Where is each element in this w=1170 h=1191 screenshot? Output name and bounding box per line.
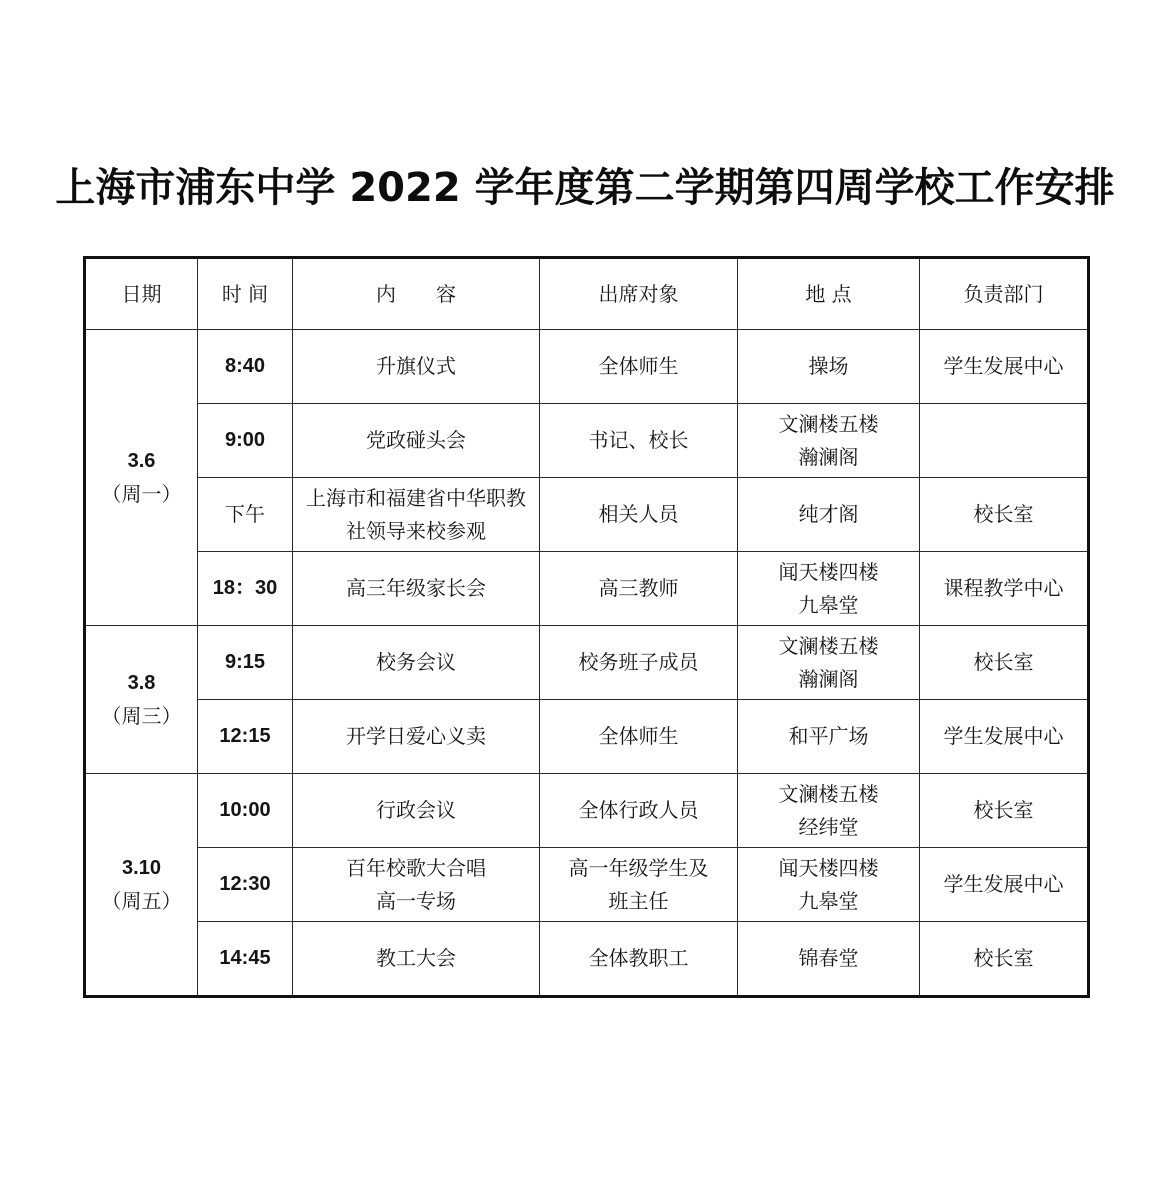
time-cell: 8:40 <box>198 330 293 404</box>
attendees-cell: 校务班子成员 <box>540 626 738 700</box>
table-row <box>85 330 1089 404</box>
location-cell: 锦春堂 <box>738 922 920 997</box>
department-cell <box>920 404 1089 478</box>
content-cell: 高三年级家长会 <box>293 552 540 626</box>
time-cell: 18：30 <box>198 552 293 626</box>
table-row <box>85 626 1089 700</box>
date-cell <box>85 774 198 997</box>
header-date: 日期 <box>85 258 198 330</box>
location-cell: 文澜楼五楼 瀚澜阁 <box>738 404 920 478</box>
content-cell: 校务会议 <box>293 626 540 700</box>
page-title: 上海市浦东中学 2022 学年度第二学期第四周学校工作安排 <box>55 165 1115 211</box>
table-row <box>85 552 1089 626</box>
department-cell: 校长室 <box>920 774 1089 848</box>
date-cell <box>85 626 198 774</box>
time-cell: 10:00 <box>198 774 293 848</box>
department-cell: 校长室 <box>920 626 1089 700</box>
header-time: 时 间 <box>198 258 293 330</box>
department-cell: 学生发展中心 <box>920 700 1089 774</box>
department-cell: 学生发展中心 <box>920 848 1089 922</box>
header-department: 负责部门 <box>920 258 1089 330</box>
table-row <box>85 404 1089 478</box>
attendees-cell: 高三教师 <box>540 552 738 626</box>
table-row <box>85 848 1089 922</box>
table-row <box>85 478 1089 552</box>
content-cell: 党政碰头会 <box>293 404 540 478</box>
attendees-cell: 高一年级学生及 班主任 <box>540 848 738 922</box>
weekday: （周一） <box>101 481 182 506</box>
attendees-cell: 全体教职工 <box>540 922 738 997</box>
department-cell: 学生发展中心 <box>920 330 1089 404</box>
time-cell: 9:15 <box>198 626 293 700</box>
location-cell: 纯才阁 <box>738 478 920 552</box>
time-cell: 下午 <box>198 478 293 552</box>
content-cell: 百年校歌大合唱 高一专场 <box>293 848 540 922</box>
attendees-cell: 全体师生 <box>540 330 738 404</box>
table-row <box>85 774 1089 848</box>
attendees-cell: 全体师生 <box>540 700 738 774</box>
time-cell: 14:45 <box>198 922 293 997</box>
schedule-table <box>83 256 1090 998</box>
time-cell: 12:30 <box>198 848 293 922</box>
content-cell: 行政会议 <box>293 774 540 848</box>
time-cell: 12:15 <box>198 700 293 774</box>
department-cell: 校长室 <box>920 478 1089 552</box>
header-attendees: 出席对象 <box>540 258 738 330</box>
location-cell: 闻天楼四楼 九皋堂 <box>738 552 920 626</box>
content-cell: 教工大会 <box>293 922 540 997</box>
header-location: 地 点 <box>738 258 920 330</box>
content-cell: 上海市和福建省中华职教 社领导来校参观 <box>293 478 540 552</box>
location-cell: 闻天楼四楼 九皋堂 <box>738 848 920 922</box>
date-number: 3.6 <box>127 449 156 472</box>
table-row <box>85 922 1089 997</box>
date-number: 3.10 <box>122 856 161 879</box>
attendees-cell: 相关人员 <box>540 478 738 552</box>
time-cell: 9:00 <box>198 404 293 478</box>
header-row <box>85 258 1089 330</box>
attendees-cell: 书记、校长 <box>540 404 738 478</box>
header-content: 内 容 <box>293 258 540 330</box>
date-cell <box>85 330 198 626</box>
content-cell: 升旗仪式 <box>293 330 540 404</box>
content-cell: 开学日爱心义卖 <box>293 700 540 774</box>
department-cell: 校长室 <box>920 922 1089 997</box>
location-cell: 和平广场 <box>738 700 920 774</box>
location-cell: 文澜楼五楼 瀚澜阁 <box>738 626 920 700</box>
location-cell: 文澜楼五楼 经纬堂 <box>738 774 920 848</box>
table-row <box>85 700 1089 774</box>
attendees-cell: 全体行政人员 <box>540 774 738 848</box>
weekday: （周五） <box>101 888 182 913</box>
weekday: （周三） <box>101 703 182 728</box>
location-cell: 操场 <box>738 330 920 404</box>
department-cell: 课程教学中心 <box>920 552 1089 626</box>
date-number: 3.8 <box>127 671 156 694</box>
